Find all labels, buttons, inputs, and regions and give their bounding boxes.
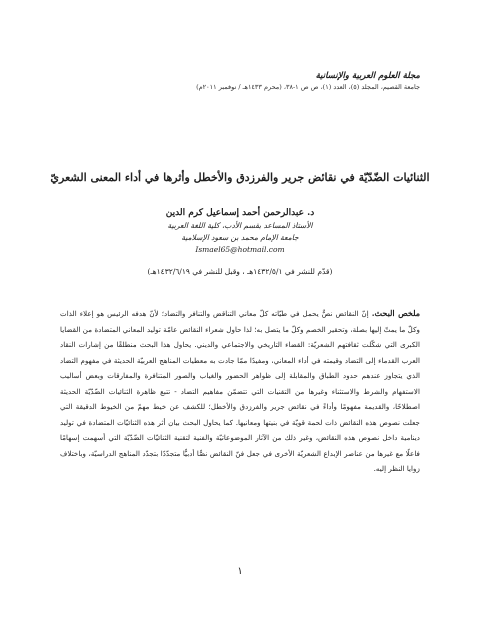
author-position: الأستاذ المساعد بقسم الأدب، كلية اللغة العربية <box>167 221 313 230</box>
journal-name: مجلة العلوم العربية والإنسانية <box>315 71 420 81</box>
journal-header <box>60 70 420 92</box>
abstract-line: إعلاء الذات وكلّ ما يمتّ إليها بصلة، وتحقير الخصم وكلّ ما يتصل به؛ لذا حاول شعراء النقائض عامّة توليد <box>60 309 420 334</box>
abstract-line: التقنيات التي تتضمّن مفاهيم التضاد - تتبع ظاهرة الثنائيات الضّدّيّة الحديثة اصطلاحًا، والقديمة مفهومًا وأداءً <box>60 386 420 411</box>
abstract-line: يحاول هذا البحث منطلقًا من إشارات النقاد العرب القدماء إلى التضاد وقيمته في أداء المعاني، ومفيدًا ممّا جادت <box>60 340 420 365</box>
page-number: ١ <box>237 566 243 577</box>
abstract-line: إسهامًا فاعلًا مع غيرها من عناصر الإبداع الشعريّة الأخرى في جعل فنّ النقائض نصًّا أدبيًّا متجدّدًا بتجدّد <box>60 433 420 458</box>
journal-citation: جامعة القصيم، المجلد (٥)، العدد (١)، ص ص ١-٣٨، (محرم ١٤٣٣هـ / نوفمبر ٢٠١١م) <box>196 83 420 91</box>
abstract-line: داخل نصوص هذه النقائض، وغير ذلك من الآثار الموضوعاتيّة والفنية لتقنية الثنائيّات الضّدّيّة التي أسهمت <box>82 433 398 442</box>
author-block <box>60 206 420 255</box>
abstract-line: المناهج الدراسيّة، وباختلاف زوايا النظر إليه. <box>60 448 420 473</box>
abstract-line: المعاني المتضادة من القضايا الكبرى التي شكّلت ثقافتهم الشعريّة: القضاء التاريخي والاجتماعي والديني. <box>60 324 420 349</box>
paper-title: الثنائيات الضّدّيّة في نقائض جرير والفرزدق والأخطل وأثرها في أداء المعنى الشعريّ <box>50 171 430 184</box>
abstract <box>60 306 420 477</box>
abstract-line: إنّ النقائض نصٌّ يحمل في طيّاته كلّ معاني التناقض والتنافر والتضاد؛ لأنّ هدفه الرئيس هو <box>96 309 369 318</box>
author-email: Ismael65@hotmail.com <box>195 245 285 254</box>
abstract-line: الحضور والغياب والصور المتنافرة والمفارقات وبعض أساليب الاستفهام والشرط والاستثناء وغيرها من <box>60 371 420 396</box>
abstract-label: ملخص البحث. <box>371 308 421 318</box>
author-university: جامعة الإمام محمد بن سعود الإسلامية <box>181 233 299 242</box>
abstract-line: به معطيات المناهج العربيّة الحديثة في مفهوم التضاد الذي يتجاوز عندهم حدود الطباق والمقابلة إلى ظواهر <box>60 355 421 380</box>
abstract-line: في نقائض جرير والفرزدق والأخطل؛ للكشف عن خيط مهمّ من الخيوط الدقيقة التي جعلت نصوص هذه <box>60 402 420 427</box>
author-name: د. عبدالرحمن أحمد إسماعيل كرم الدين <box>165 208 315 218</box>
submission-dates: (قدّم للنشر في ١٤٣٢/٥/١هـ ، وقبل للنشر في ١٤٣٢/٦/١٩هـ) <box>147 267 333 276</box>
abstract-line: النقائض ذات لحمة قويّة في بنيتها ومعانيها. كما يحاول البحث بيان أثر هذه الثنائيّات المتضادة في توليد دينامية <box>60 417 420 442</box>
